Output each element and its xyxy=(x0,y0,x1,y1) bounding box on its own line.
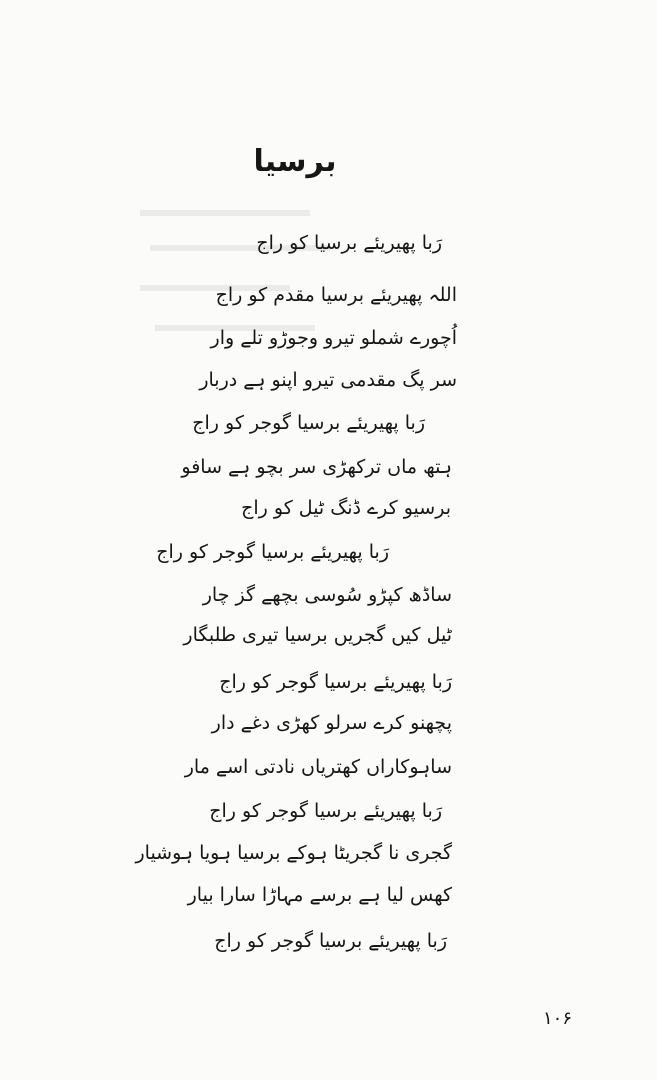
poem-title: برسیا xyxy=(253,144,337,179)
poem-line: رَبا پھیریئے برسیا گوجر کو راج xyxy=(156,541,389,563)
poem-line: گجری نا گجریٹا ہوکے برسیا ہویا ہوشیار xyxy=(135,842,452,864)
poem-line: اُچورے شملو تیرو وجوڑو تلے وار xyxy=(210,327,457,349)
poem-line: ہتھ ماں ترکھڑی سر بچو ہے سافو xyxy=(181,456,452,478)
poem-line: کھس لیا ہے برسے مہاڑا سارا بیار xyxy=(187,884,452,906)
poem-line: رَبا پھیریئے برسیا گوجر کو راج xyxy=(209,800,442,822)
poem-line: رَبا پھیریئے برسیا کو راج xyxy=(256,232,442,254)
poem-line: سر پگ مقدمی تیرو اپنو ہے دربار xyxy=(199,369,457,391)
poem-line: رَبا پھیریئے برسیا گوجر کو راج xyxy=(214,930,447,952)
poem-line: رَبا پھیریئے برسیا گوجر کو راج xyxy=(192,412,425,434)
poem-line: پچھنو کرے سرلو کھڑی دغے دار xyxy=(211,712,452,734)
poem-line: ساڈھ کپڑو سُوسی بچھے گز چار xyxy=(202,584,452,606)
page-number: ۱۰۶ xyxy=(542,1008,572,1029)
poem-line: رَبا پھیریئے برسیا گوجر کو راج xyxy=(219,671,452,693)
poem-line: ٹیل کیں گجریں برسیا تیری طلبگار xyxy=(183,624,452,646)
poem-line: ساہوکاراں کھتریاں نادتی اسے مار xyxy=(184,756,452,778)
poem-line: برسیو کرے ڈنگ ٹیل کو راج xyxy=(241,497,451,519)
poem-line: اللہ پھیریئے برسیا مقدم کو راج xyxy=(215,284,457,306)
